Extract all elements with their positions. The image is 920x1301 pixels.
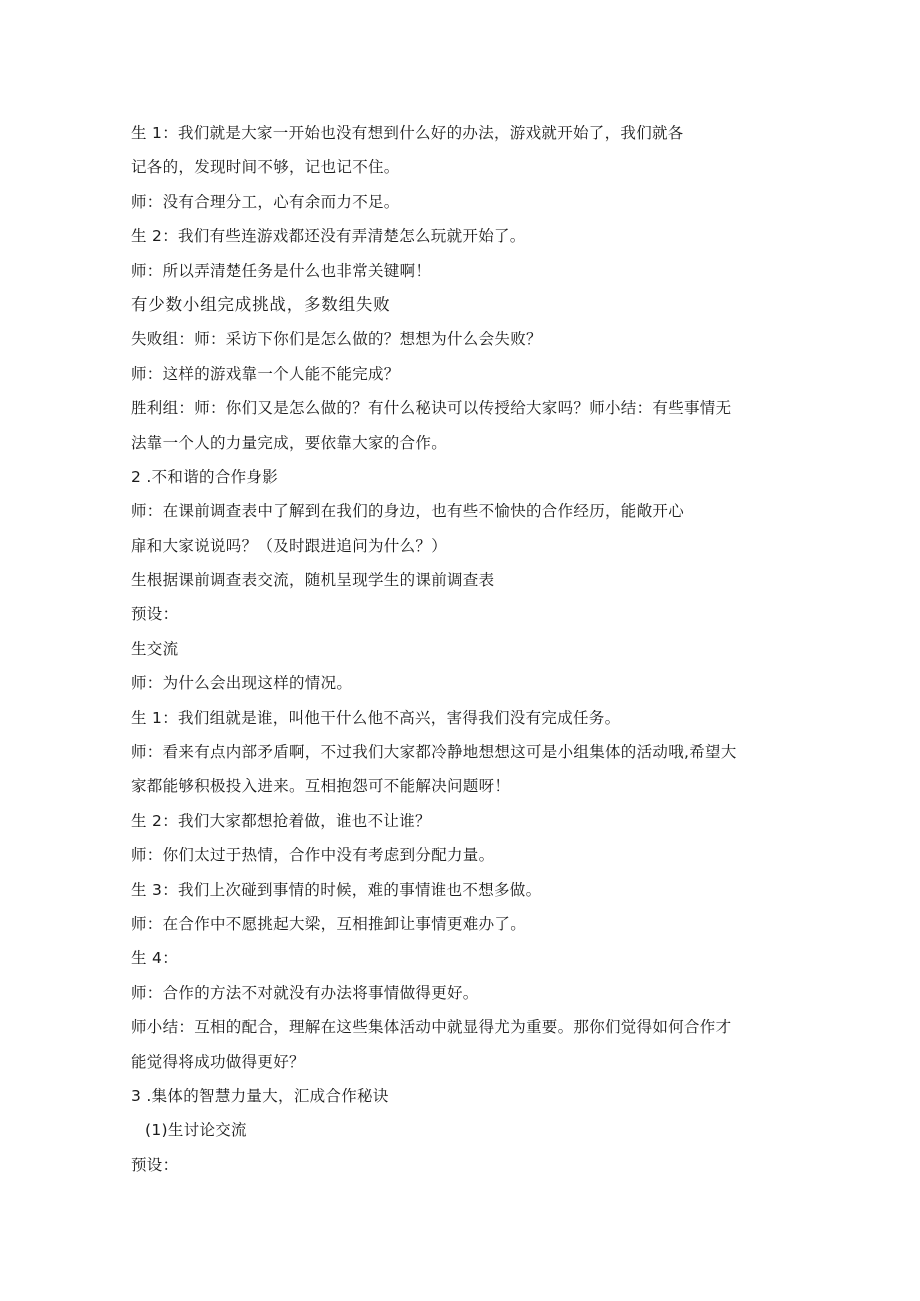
text-line: 生 1：我们就是大家一开始也没有想到什么好的办法，游戏就开始了，我们就各 xyxy=(131,124,684,142)
section-heading-2: 2 .不和谐的合作身影 xyxy=(131,467,279,486)
text-line: 失败组：师：采访下你们是怎么做的？想想为什么会失败？ xyxy=(131,330,542,349)
text-line: 生 4： xyxy=(131,949,178,968)
text-line: 师：这样的游戏靠一个人能不能完成？ xyxy=(131,364,400,383)
text-line: 生 2：我们大家都想抢着做，谁也不让谁？ xyxy=(131,811,431,830)
text-line: 预设： xyxy=(131,1155,179,1174)
text-line: 师：没有合理分工，心有余而力不足。 xyxy=(131,192,400,211)
text-line: 生交流 xyxy=(131,639,179,658)
text-line: 生根据课前调查表交流，随机呈现学生的课前调查表 xyxy=(131,571,495,590)
text-line: 法靠一个人的力量完成，要依靠大家的合作。 xyxy=(131,433,448,452)
text-line: 能觉得将成功做得更好？ xyxy=(131,1052,305,1071)
text-line-subitem: (1)生讨论交流 xyxy=(145,1121,247,1140)
text-line: 师：你们太过于热情，合作中没有考虑到分配力量。 xyxy=(131,846,495,865)
text-line-subheading: 有少数小组完成挑战，多数组失败 xyxy=(131,294,391,314)
text-line: 胜利组：师：你们又是怎么做的？有什么秘诀可以传授给大家吗？师小结：有些事情无 xyxy=(131,399,732,418)
text-line: 师：在课前调查表中了解到在我们的身边，也有些不愉快的合作经历，能敞开心 xyxy=(131,502,685,521)
text-line: 记各的，发现时间不够，记也记不住。 xyxy=(131,158,400,177)
text-line: 师：在合作中不愿挑起大梁，互相推卸让事情更难办了。 xyxy=(131,914,527,933)
text-line: 师小结：互相的配合，理解在这些集体活动中就显得尤为重要。那你们觉得如何合作才 xyxy=(131,1018,732,1037)
section-heading-3: 3 .集体的智慧力量大，汇成合作秘诀 xyxy=(131,1086,389,1105)
text-line: 生 1：我们组就是谁，叫他干什么他不高兴，害得我们没有完成任务。 xyxy=(131,708,621,727)
text-line: 师：看来有点内部矛盾啊，不过我们大家都冷静地想想这可是小组集体的活动哦,希望大 xyxy=(131,743,737,762)
text-line: 师：所以弄清楚任务是什么也非常关键啊！ xyxy=(131,261,432,280)
text-line: 师：为什么会出现这样的情况。 xyxy=(131,674,353,693)
text-line: 家都能够积极投入进来。互相抱怨可不能解决问题呀！ xyxy=(131,777,511,796)
text-line: 生 2：我们有些连游戏都还没有弄清楚怎么玩就开始了。 xyxy=(131,227,526,246)
text-line: 扉和大家说说吗？（及时跟进追问为什么？） xyxy=(131,536,448,555)
text-line: 师：合作的方法不对就没有办法将事情做得更好。 xyxy=(131,983,479,1002)
text-line: 生 3：我们上次碰到事情的时候，难的事情谁也不想多做。 xyxy=(131,880,542,899)
text-line: 预设： xyxy=(131,605,179,624)
document-body xyxy=(131,116,791,1182)
